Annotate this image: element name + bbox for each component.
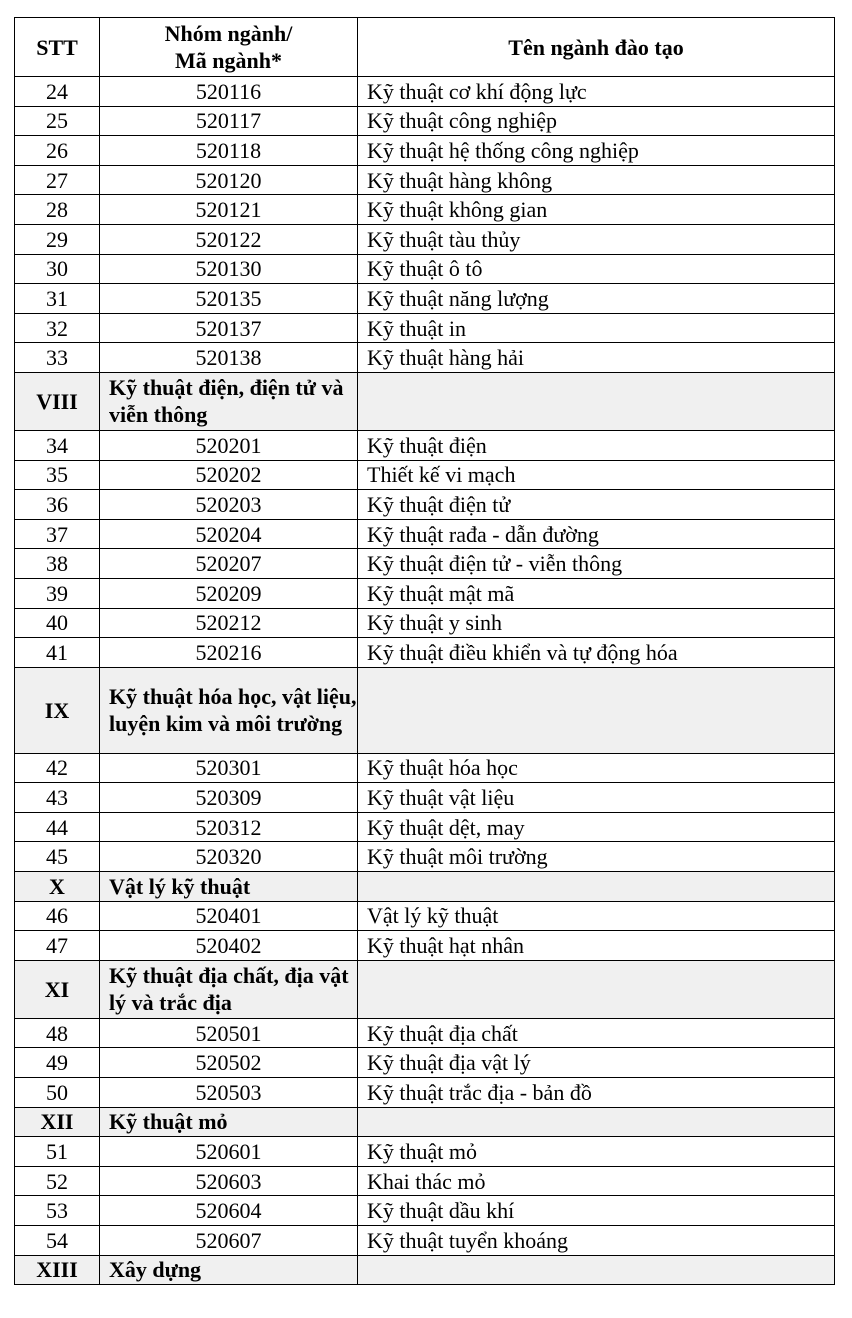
group-name: Kỹ thuật mỏ xyxy=(100,1107,358,1137)
row-stt: 38 xyxy=(15,549,100,579)
row-stt: 48 xyxy=(15,1018,100,1048)
group-name: Kỹ thuật điện, điện tử và viễn thông xyxy=(100,372,358,430)
row-stt: 36 xyxy=(15,490,100,520)
row-major-name: Kỹ thuật y sinh xyxy=(358,608,835,638)
table-row xyxy=(15,578,835,608)
group-empty-cell xyxy=(358,1107,835,1137)
table-row xyxy=(15,165,835,195)
row-stt: 45 xyxy=(15,842,100,872)
row-major-name: Kỹ thuật hóa học xyxy=(358,753,835,783)
row-major-name: Kỹ thuật vật liệu xyxy=(358,783,835,813)
majors-table xyxy=(14,17,835,1285)
row-stt: 54 xyxy=(15,1226,100,1256)
row-stt: 29 xyxy=(15,224,100,254)
group-row xyxy=(15,372,835,430)
table-row xyxy=(15,313,835,343)
row-major-code: 520122 xyxy=(100,224,358,254)
row-major-code: 520201 xyxy=(100,430,358,460)
table-row xyxy=(15,519,835,549)
table-row xyxy=(15,638,835,668)
group-name: Xây dựng xyxy=(100,1255,358,1285)
table-header-row xyxy=(15,18,835,77)
group-number: X xyxy=(15,872,100,902)
row-stt: 42 xyxy=(15,753,100,783)
group-row xyxy=(15,1255,835,1285)
group-number: XII xyxy=(15,1107,100,1137)
row-stt: 41 xyxy=(15,638,100,668)
row-stt: 24 xyxy=(15,77,100,107)
row-stt: 52 xyxy=(15,1166,100,1196)
row-major-name: Kỹ thuật năng lượng xyxy=(358,284,835,314)
row-major-name: Kỹ thuật mỏ xyxy=(358,1137,835,1167)
table-body xyxy=(15,77,835,1285)
row-major-name: Kỹ thuật ô tô xyxy=(358,254,835,284)
group-empty-cell xyxy=(358,960,835,1018)
table-row xyxy=(15,1018,835,1048)
row-stt: 33 xyxy=(15,343,100,373)
row-major-name: Kỹ thuật điện xyxy=(358,430,835,460)
row-major-name: Kỹ thuật không gian xyxy=(358,195,835,225)
row-major-code: 520309 xyxy=(100,783,358,813)
table-row xyxy=(15,1048,835,1078)
header-major-name: Tên ngành đào tạo xyxy=(358,18,835,77)
row-major-code: 520603 xyxy=(100,1166,358,1196)
row-stt: 31 xyxy=(15,284,100,314)
row-stt: 53 xyxy=(15,1196,100,1226)
row-major-code: 520604 xyxy=(100,1196,358,1226)
table-row xyxy=(15,812,835,842)
group-number: VIII xyxy=(15,372,100,430)
row-major-code: 520135 xyxy=(100,284,358,314)
row-major-code: 520401 xyxy=(100,901,358,931)
group-name: Kỹ thuật hóa học, vật liệu, luyện kim và môi trường xyxy=(100,667,358,753)
table-row xyxy=(15,77,835,107)
header-stt: STT xyxy=(15,18,100,77)
row-major-code: 520320 xyxy=(100,842,358,872)
row-major-name: Kỹ thuật rađa - dẫn đường xyxy=(358,519,835,549)
row-major-name: Kỹ thuật in xyxy=(358,313,835,343)
table-row xyxy=(15,783,835,813)
group-row xyxy=(15,667,835,753)
row-major-code: 520212 xyxy=(100,608,358,638)
row-major-name: Kỹ thuật dệt, may xyxy=(358,812,835,842)
row-stt: 28 xyxy=(15,195,100,225)
header-group-line2: Mã ngành* xyxy=(175,48,282,73)
row-major-name: Kỹ thuật mật mã xyxy=(358,578,835,608)
row-major-code: 520209 xyxy=(100,578,358,608)
row-stt: 25 xyxy=(15,106,100,136)
row-major-code: 520120 xyxy=(100,165,358,195)
group-empty-cell xyxy=(358,872,835,902)
row-major-name: Kỹ thuật điện tử xyxy=(358,490,835,520)
table-row xyxy=(15,460,835,490)
row-major-name: Kỹ thuật trắc địa - bản đồ xyxy=(358,1078,835,1108)
row-major-name: Kỹ thuật cơ khí động lực xyxy=(358,77,835,107)
row-stt: 26 xyxy=(15,136,100,166)
table-row xyxy=(15,1137,835,1167)
table-row xyxy=(15,136,835,166)
table-row xyxy=(15,1078,835,1108)
row-major-name: Kỹ thuật môi trường xyxy=(358,842,835,872)
row-major-code: 520503 xyxy=(100,1078,358,1108)
table-row xyxy=(15,195,835,225)
group-name: Vật lý kỹ thuật xyxy=(100,872,358,902)
table-row xyxy=(15,490,835,520)
header-group-line1: Nhóm ngành/ xyxy=(164,21,293,46)
row-major-code: 520118 xyxy=(100,136,358,166)
group-number: XIII xyxy=(15,1255,100,1285)
row-stt: 51 xyxy=(15,1137,100,1167)
row-major-name: Thiết kế vi mạch xyxy=(358,460,835,490)
row-major-code: 520130 xyxy=(100,254,358,284)
row-major-code: 520601 xyxy=(100,1137,358,1167)
row-major-name: Kỹ thuật dầu khí xyxy=(358,1196,835,1226)
table-row xyxy=(15,549,835,579)
table-row xyxy=(15,608,835,638)
row-major-name: Kỹ thuật địa chất xyxy=(358,1018,835,1048)
row-stt: 37 xyxy=(15,519,100,549)
group-empty-cell xyxy=(358,667,835,753)
table-row xyxy=(15,224,835,254)
row-stt: 50 xyxy=(15,1078,100,1108)
group-row xyxy=(15,1107,835,1137)
row-major-code: 520607 xyxy=(100,1226,358,1256)
row-stt: 49 xyxy=(15,1048,100,1078)
row-major-code: 520137 xyxy=(100,313,358,343)
group-empty-cell xyxy=(358,1255,835,1285)
table-row xyxy=(15,753,835,783)
row-major-code: 520207 xyxy=(100,549,358,579)
row-major-name: Kỹ thuật điện tử - viễn thông xyxy=(358,549,835,579)
table-row xyxy=(15,106,835,136)
group-number: XI xyxy=(15,960,100,1018)
row-stt: 34 xyxy=(15,430,100,460)
row-major-code: 520203 xyxy=(100,490,358,520)
table-row xyxy=(15,901,835,931)
row-major-code: 520117 xyxy=(100,106,358,136)
row-major-name: Kỹ thuật công nghiệp xyxy=(358,106,835,136)
row-major-code: 520312 xyxy=(100,812,358,842)
row-stt: 43 xyxy=(15,783,100,813)
row-stt: 35 xyxy=(15,460,100,490)
table-row xyxy=(15,1166,835,1196)
row-major-code: 520121 xyxy=(100,195,358,225)
row-stt: 30 xyxy=(15,254,100,284)
table-row xyxy=(15,1196,835,1226)
row-major-code: 520204 xyxy=(100,519,358,549)
header-group-code xyxy=(100,18,358,77)
table-row xyxy=(15,842,835,872)
row-stt: 27 xyxy=(15,165,100,195)
row-major-code: 520402 xyxy=(100,931,358,961)
row-stt: 40 xyxy=(15,608,100,638)
row-major-name: Kỹ thuật hàng hải xyxy=(358,343,835,373)
row-major-name: Kỹ thuật hàng không xyxy=(358,165,835,195)
table-row xyxy=(15,430,835,460)
table-row xyxy=(15,931,835,961)
row-major-name: Kỹ thuật hạt nhân xyxy=(358,931,835,961)
table-row xyxy=(15,254,835,284)
group-name: Kỹ thuật địa chất, địa vật lý và trắc địa xyxy=(100,960,358,1018)
row-major-name: Kỹ thuật địa vật lý xyxy=(358,1048,835,1078)
table-row xyxy=(15,343,835,373)
row-major-name: Khai thác mỏ xyxy=(358,1166,835,1196)
row-major-code: 520216 xyxy=(100,638,358,668)
row-major-code: 520202 xyxy=(100,460,358,490)
group-empty-cell xyxy=(358,372,835,430)
row-major-name: Kỹ thuật tàu thủy xyxy=(358,224,835,254)
row-major-code: 520116 xyxy=(100,77,358,107)
group-row xyxy=(15,960,835,1018)
row-major-name: Kỹ thuật tuyển khoáng xyxy=(358,1226,835,1256)
group-row xyxy=(15,872,835,902)
row-major-name: Vật lý kỹ thuật xyxy=(358,901,835,931)
row-major-code: 520301 xyxy=(100,753,358,783)
row-major-code: 520138 xyxy=(100,343,358,373)
row-stt: 39 xyxy=(15,578,100,608)
row-stt: 32 xyxy=(15,313,100,343)
row-major-name: Kỹ thuật điều khiển và tự động hóa xyxy=(358,638,835,668)
group-number: IX xyxy=(15,667,100,753)
row-stt: 46 xyxy=(15,901,100,931)
row-major-name: Kỹ thuật hệ thống công nghiệp xyxy=(358,136,835,166)
row-stt: 47 xyxy=(15,931,100,961)
table-row xyxy=(15,1226,835,1256)
row-major-code: 520502 xyxy=(100,1048,358,1078)
row-major-code: 520501 xyxy=(100,1018,358,1048)
table-row xyxy=(15,284,835,314)
row-stt: 44 xyxy=(15,812,100,842)
